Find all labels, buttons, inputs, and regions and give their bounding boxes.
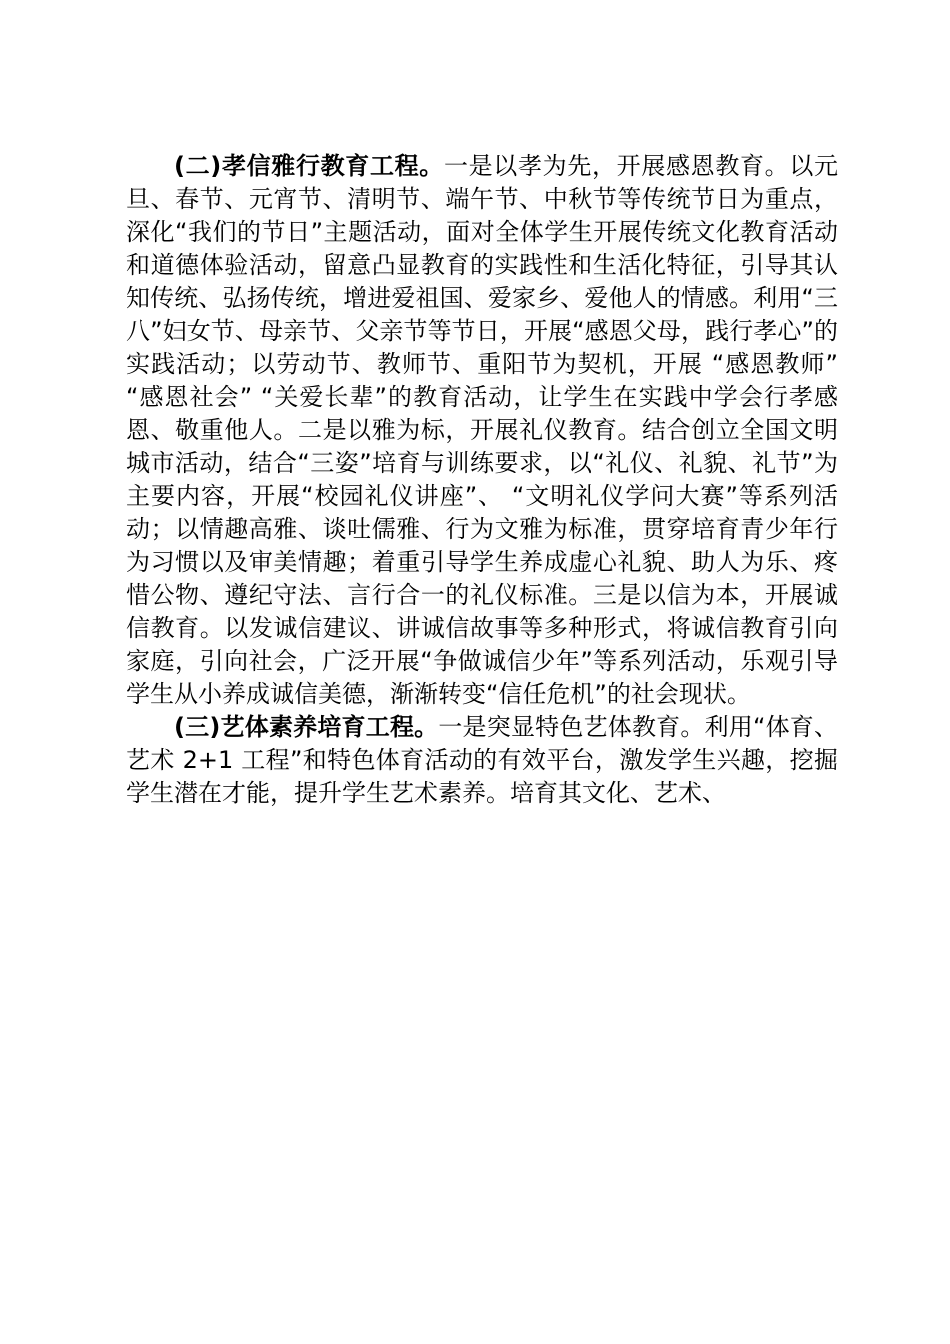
document-body: [126, 150, 838, 810]
section-text-2: 一是以孝为先，开展感恩教育。以元旦、春节、元宵节、清明节、端午节、中秋节等传统节日为重点，深化“我们的节日”主题活动，面对全体学生开展传统文化教育活动和道德体验活动，留意凸显教育的实践性和生活化特征，引导其认知传统、弘扬传统，增进爱祖国、爱家乡、爱他人的情感。利用“三八”妇女节、母亲节、父亲节等节日，开展“感恩父母，践行孝心”的实践活动；以劳动节、教师节、重阳节为契机，开展 “感恩教师” “感恩社会” “关爱长辈”的教育活动，让学生在实践中学会行孝感恩、敬重他人。二是以雅为标，开展礼仪教育。结合创立全国文明城市活动，结合“三姿”培育与训练要求，以“礼仪、礼貌、礼节”为主要内容，开展“校园礼仪讲座”、 “文明礼仪学问大赛”等系列活动；以情趣高雅、谈吐儒雅、行为文雅为标准，贯穿培育青少年行为习惯以及审美情趣；着重引导学生养成虚心礼貌、助人为乐、疼惜公物、遵纪守法、言行合一的礼仪标准。三是以信为本，开展诚信教育。以发诚信建议、讲诚信故事等多种形式，将诚信教育引向家庭，引向社会，广泛开展“争做诚信少年”等系列活动，乐观引导学生从小养成诚信美德，渐渐转变“信任危机”的社会现状。: [126, 152, 839, 708]
section-heading-2: (二)孝信雅行教育工程。: [174, 152, 444, 180]
section-heading-3: (三)艺体素养培育工程。: [174, 713, 439, 741]
paragraph-filial-integrity-project: [126, 150, 838, 711]
paragraph-arts-sports-project: [126, 711, 838, 810]
section-text-3: 一是突显特色艺体教育。利用“体育、艺术 2+1 工程”和特色体育活动的有效平台，激发学生兴趣，挖掘学生潜在才能，提升学生艺术素养。培育其文化、艺术、: [126, 713, 839, 807]
